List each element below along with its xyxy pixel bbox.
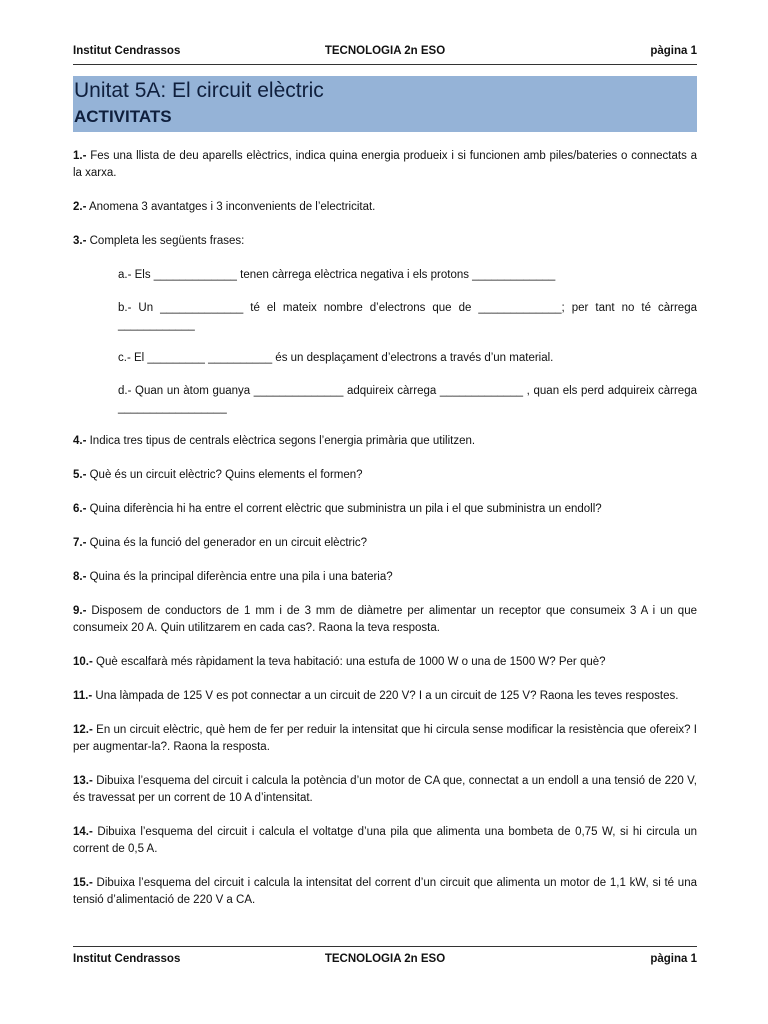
header-page-number: pàgina 1 <box>650 45 697 57</box>
fill-in-sentence-b: b.- Un _____________ té el mateix nombre d’electrons que de _____________; per tant no té càrrega ____________ <box>118 302 697 331</box>
question-number: 5.- <box>73 469 87 481</box>
question-text: Quina és la principal diferència entre una pila i una bateria? <box>86 571 393 583</box>
question-10 <box>73 654 697 671</box>
question-text: Què és un circuit elèctric? Quins elements el formen? <box>86 469 363 481</box>
header-subject: TECNOLOGIA 2n ESO <box>324 45 446 57</box>
question-8 <box>73 569 697 586</box>
question-text: Indica tres tipus de centrals elèctrica segons l’energia primària que utilitzen. <box>86 435 476 447</box>
section-title: ACTIVITATS <box>74 107 172 126</box>
question-text: Disposem de conductors de 1 mm i de 3 mm de diàmetre per alimentar un receptor que consumeix 3 A i un que consumeix 20 A. Quin utilitzarem en cada cas?. Raona la teva resposta. <box>73 605 697 634</box>
question-number: 11.- <box>73 690 93 702</box>
question-15 <box>73 875 697 909</box>
question-text: Quina diferència hi ha entre el corrent elèctric que subministra un pila i el que subministra un endoll? <box>86 503 602 515</box>
question-number: 3.- <box>73 235 87 247</box>
question-text: Completa les següents frases: <box>86 235 245 247</box>
question-number: 14.- <box>73 826 93 838</box>
question-7 <box>73 535 697 552</box>
question-number: 9.- <box>73 605 87 617</box>
question-number: 10.- <box>73 656 93 668</box>
question-number: 12.- <box>73 724 93 736</box>
question-9 <box>73 603 697 637</box>
question-text: Una làmpada de 125 V es pot connectar a un circuit de 220 V? I a un circuit de 125 V? Raona les teves respostes. <box>92 690 679 702</box>
page-header <box>73 38 697 65</box>
question-2 <box>73 199 697 216</box>
footer-page-number: pàgina 1 <box>650 953 697 965</box>
question-6 <box>73 501 697 518</box>
question-text: Dibuixa l’esquema del circuit i calcula el voltatge d’una pila que alimenta una bombeta de 0,75 W, si hi circula un corrent de 0,5 A. <box>73 826 697 855</box>
question-number: 8.- <box>73 571 87 583</box>
fill-in-sentence-c: c.- El _________ __________ és un desplaçament d’electrons a través d’un material. <box>118 352 554 364</box>
fill-in-sentence-d: d.- Quan un àtom guanya ______________ adquireix càrrega _____________ , quan els perd adquireix càrrega _________________ <box>118 385 697 414</box>
question-11 <box>73 688 697 705</box>
title-banner <box>73 76 697 132</box>
question-1 <box>73 148 697 182</box>
question-text: Quina és la funció del generador en un circuit elèctric? <box>86 537 368 549</box>
question-text: Dibuixa l’esquema del circuit i calcula la potència d’un motor de CA que, connectat a un endoll a una tensió de 220 V, és travessat per un corrent de 10 A d’intensitat. <box>73 775 697 804</box>
question-number: 13.- <box>73 775 93 787</box>
page-footer <box>73 946 697 971</box>
question-text: Què escalfarà més ràpidament la teva habitació: una estufa de 1000 W o una de 1500 W? Per què? <box>92 656 606 668</box>
question-text: En un circuit elèctric, què hem de fer per reduir la intensitat que hi circula sense modificar la resistència que ofereix? I per augmentar-la?. Raona la resposta. <box>73 724 697 753</box>
question-number: 4.- <box>73 435 87 447</box>
activities-list <box>73 148 697 926</box>
question-number: 15.- <box>73 877 93 889</box>
question-14 <box>73 824 697 858</box>
question-text: Anomena 3 avantatges i 3 inconvenients de l’electricitat. <box>86 201 376 213</box>
question-text: Fes una llista de deu aparells elèctrics, indica quina energia produeix i si funcionen amb piles/bateries o connectats a la xarxa. <box>73 150 697 179</box>
unit-title: Unitat 5A: El circuit elèctric <box>74 79 324 102</box>
question-3 <box>73 233 697 250</box>
question-number: 7.- <box>73 537 87 549</box>
question-5 <box>73 467 697 484</box>
header-school: Institut Cendrassos <box>73 45 181 57</box>
fill-in-sentence-a: a.- Els _____________ tenen càrrega elèctrica negativa i els protons _____________ <box>118 269 556 281</box>
footer-subject: TECNOLOGIA 2n ESO <box>324 953 446 965</box>
footer-school: Institut Cendrassos <box>73 953 181 965</box>
question-4 <box>73 433 697 450</box>
question-13 <box>73 773 697 807</box>
question-12 <box>73 722 697 756</box>
question-text: Dibuixa l’esquema del circuit i calcula la intensitat del corrent d’un circuit que alimenta un motor de 1,1 kW, si té una tensió d’alimentació de 220 V a CA. <box>73 877 697 906</box>
question-number: 6.- <box>73 503 87 515</box>
question-number: 1.- <box>73 150 87 162</box>
question-number: 2.- <box>73 201 87 213</box>
